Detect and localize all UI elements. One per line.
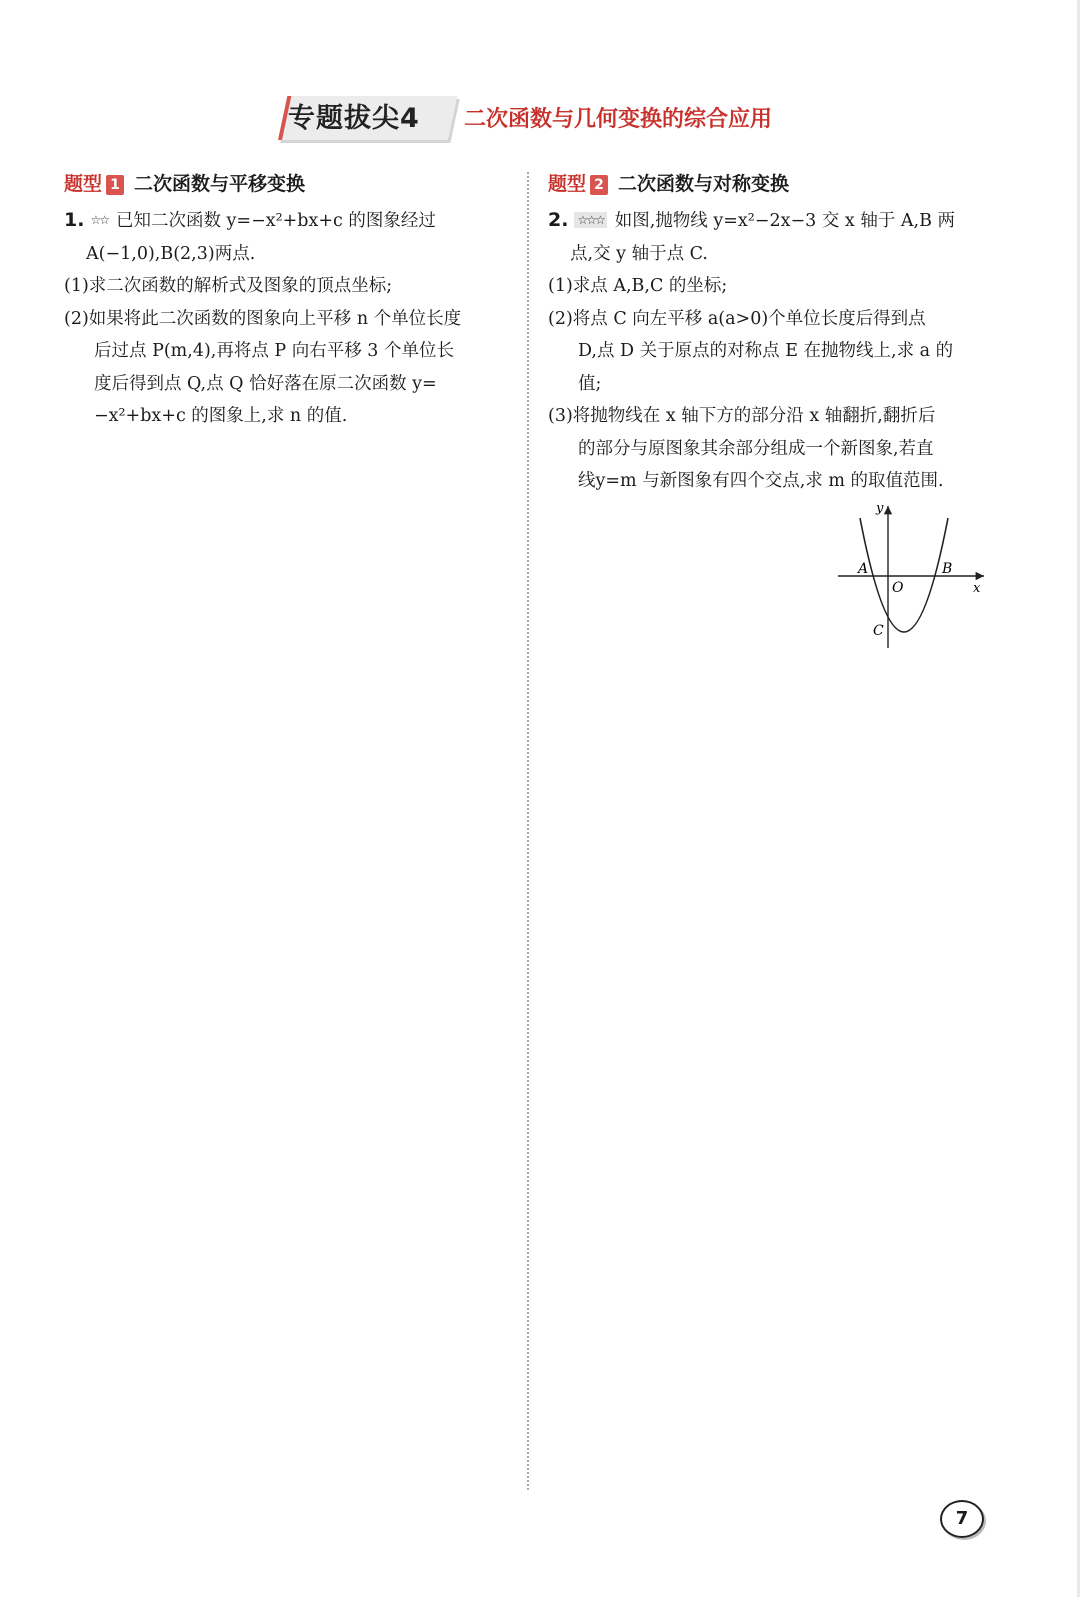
question-1-part-2-cont: 后过点 P(m,4),再将点 P 向右平移 3 个单位长 (94, 341, 455, 361)
question-1-line-1 (64, 204, 514, 238)
question-1-part-2-cont: −x²+bx+c 的图象上,求 n 的值. (94, 406, 348, 426)
section-heading-1 (64, 168, 514, 200)
point-a-label: A (858, 561, 869, 577)
question-1-part-2: (2)如果将此二次函数的图象向上平移 n 个单位长度 (64, 308, 462, 329)
parabola-curve (860, 518, 948, 632)
question-number: 1. (64, 209, 85, 231)
section-title: 二次函数与平移变换 (134, 173, 306, 195)
section-label: 题型 (64, 173, 103, 195)
question-1-part-2-cont: 度后得到点 Q,点 Q 恰好落在原二次函数 y= (94, 373, 437, 394)
point-b-label: B (942, 561, 953, 577)
y-axis-label: y (876, 501, 884, 516)
section-label: 题型 (548, 173, 587, 195)
question-2-part-2-cont: D,点 D 关于原点的对称点 E 在抛物线上,求 a 的 (578, 341, 954, 361)
question-text: 如图,抛物线 y=x²−2x−3 交 x 轴于 A,B 两 (614, 211, 956, 231)
origin-label: O (892, 580, 904, 596)
banner-topic-label: 专题拔尖4 (288, 103, 420, 134)
section-heading-2 (548, 168, 998, 200)
question-2-part-3: (3)将抛物线在 x 轴下方的部分沿 x 轴翻折,翻折后 (548, 406, 936, 426)
section-title: 二次函数与对称变换 (618, 173, 790, 195)
question-number: 2. (548, 209, 569, 231)
right-column (548, 168, 998, 498)
difficulty-stars-icon: ☆☆ (90, 213, 108, 227)
question-2-line-2: 点,交 y 轴于点 C. (570, 243, 708, 264)
question-2-part-3-cont: 的部分与原图象其余部分组成一个新图象,若直 (578, 438, 934, 459)
question-2-part-2: (2)将点 C 向左平移 a(a>0)个单位长度后得到点 (548, 308, 926, 329)
question-1-line-2: A(−1,0),B(2,3)两点. (86, 243, 256, 264)
question-2-part-2-cont: 值; (578, 373, 602, 394)
page-number: 7 (940, 1500, 984, 1538)
column-divider (527, 172, 529, 1490)
parabola-figure (834, 498, 994, 654)
section-number-badge: 2 (590, 175, 608, 195)
question-2-part-1: (1)求点 A,B,C 的坐标; (548, 276, 728, 296)
left-column (64, 168, 514, 433)
x-axis-label: x (973, 581, 981, 596)
section-number-badge: 1 (106, 175, 124, 195)
question-text: 已知二次函数 y=−x²+bx+c 的图象经过 (115, 211, 436, 231)
title-banner (278, 96, 838, 144)
question-2-line-1 (548, 204, 998, 238)
question-2-part-3-cont: 线y=m 与新图象有四个交点,求 m 的取值范围. (578, 471, 944, 491)
question-1-part-1: (1)求二次函数的解析式及图象的顶点坐标; (64, 276, 393, 296)
difficulty-stars-icon: ☆☆☆ (574, 212, 606, 228)
point-c-label: C (873, 623, 884, 639)
banner-subtitle: 二次函数与几何变换的综合应用 (464, 107, 773, 132)
